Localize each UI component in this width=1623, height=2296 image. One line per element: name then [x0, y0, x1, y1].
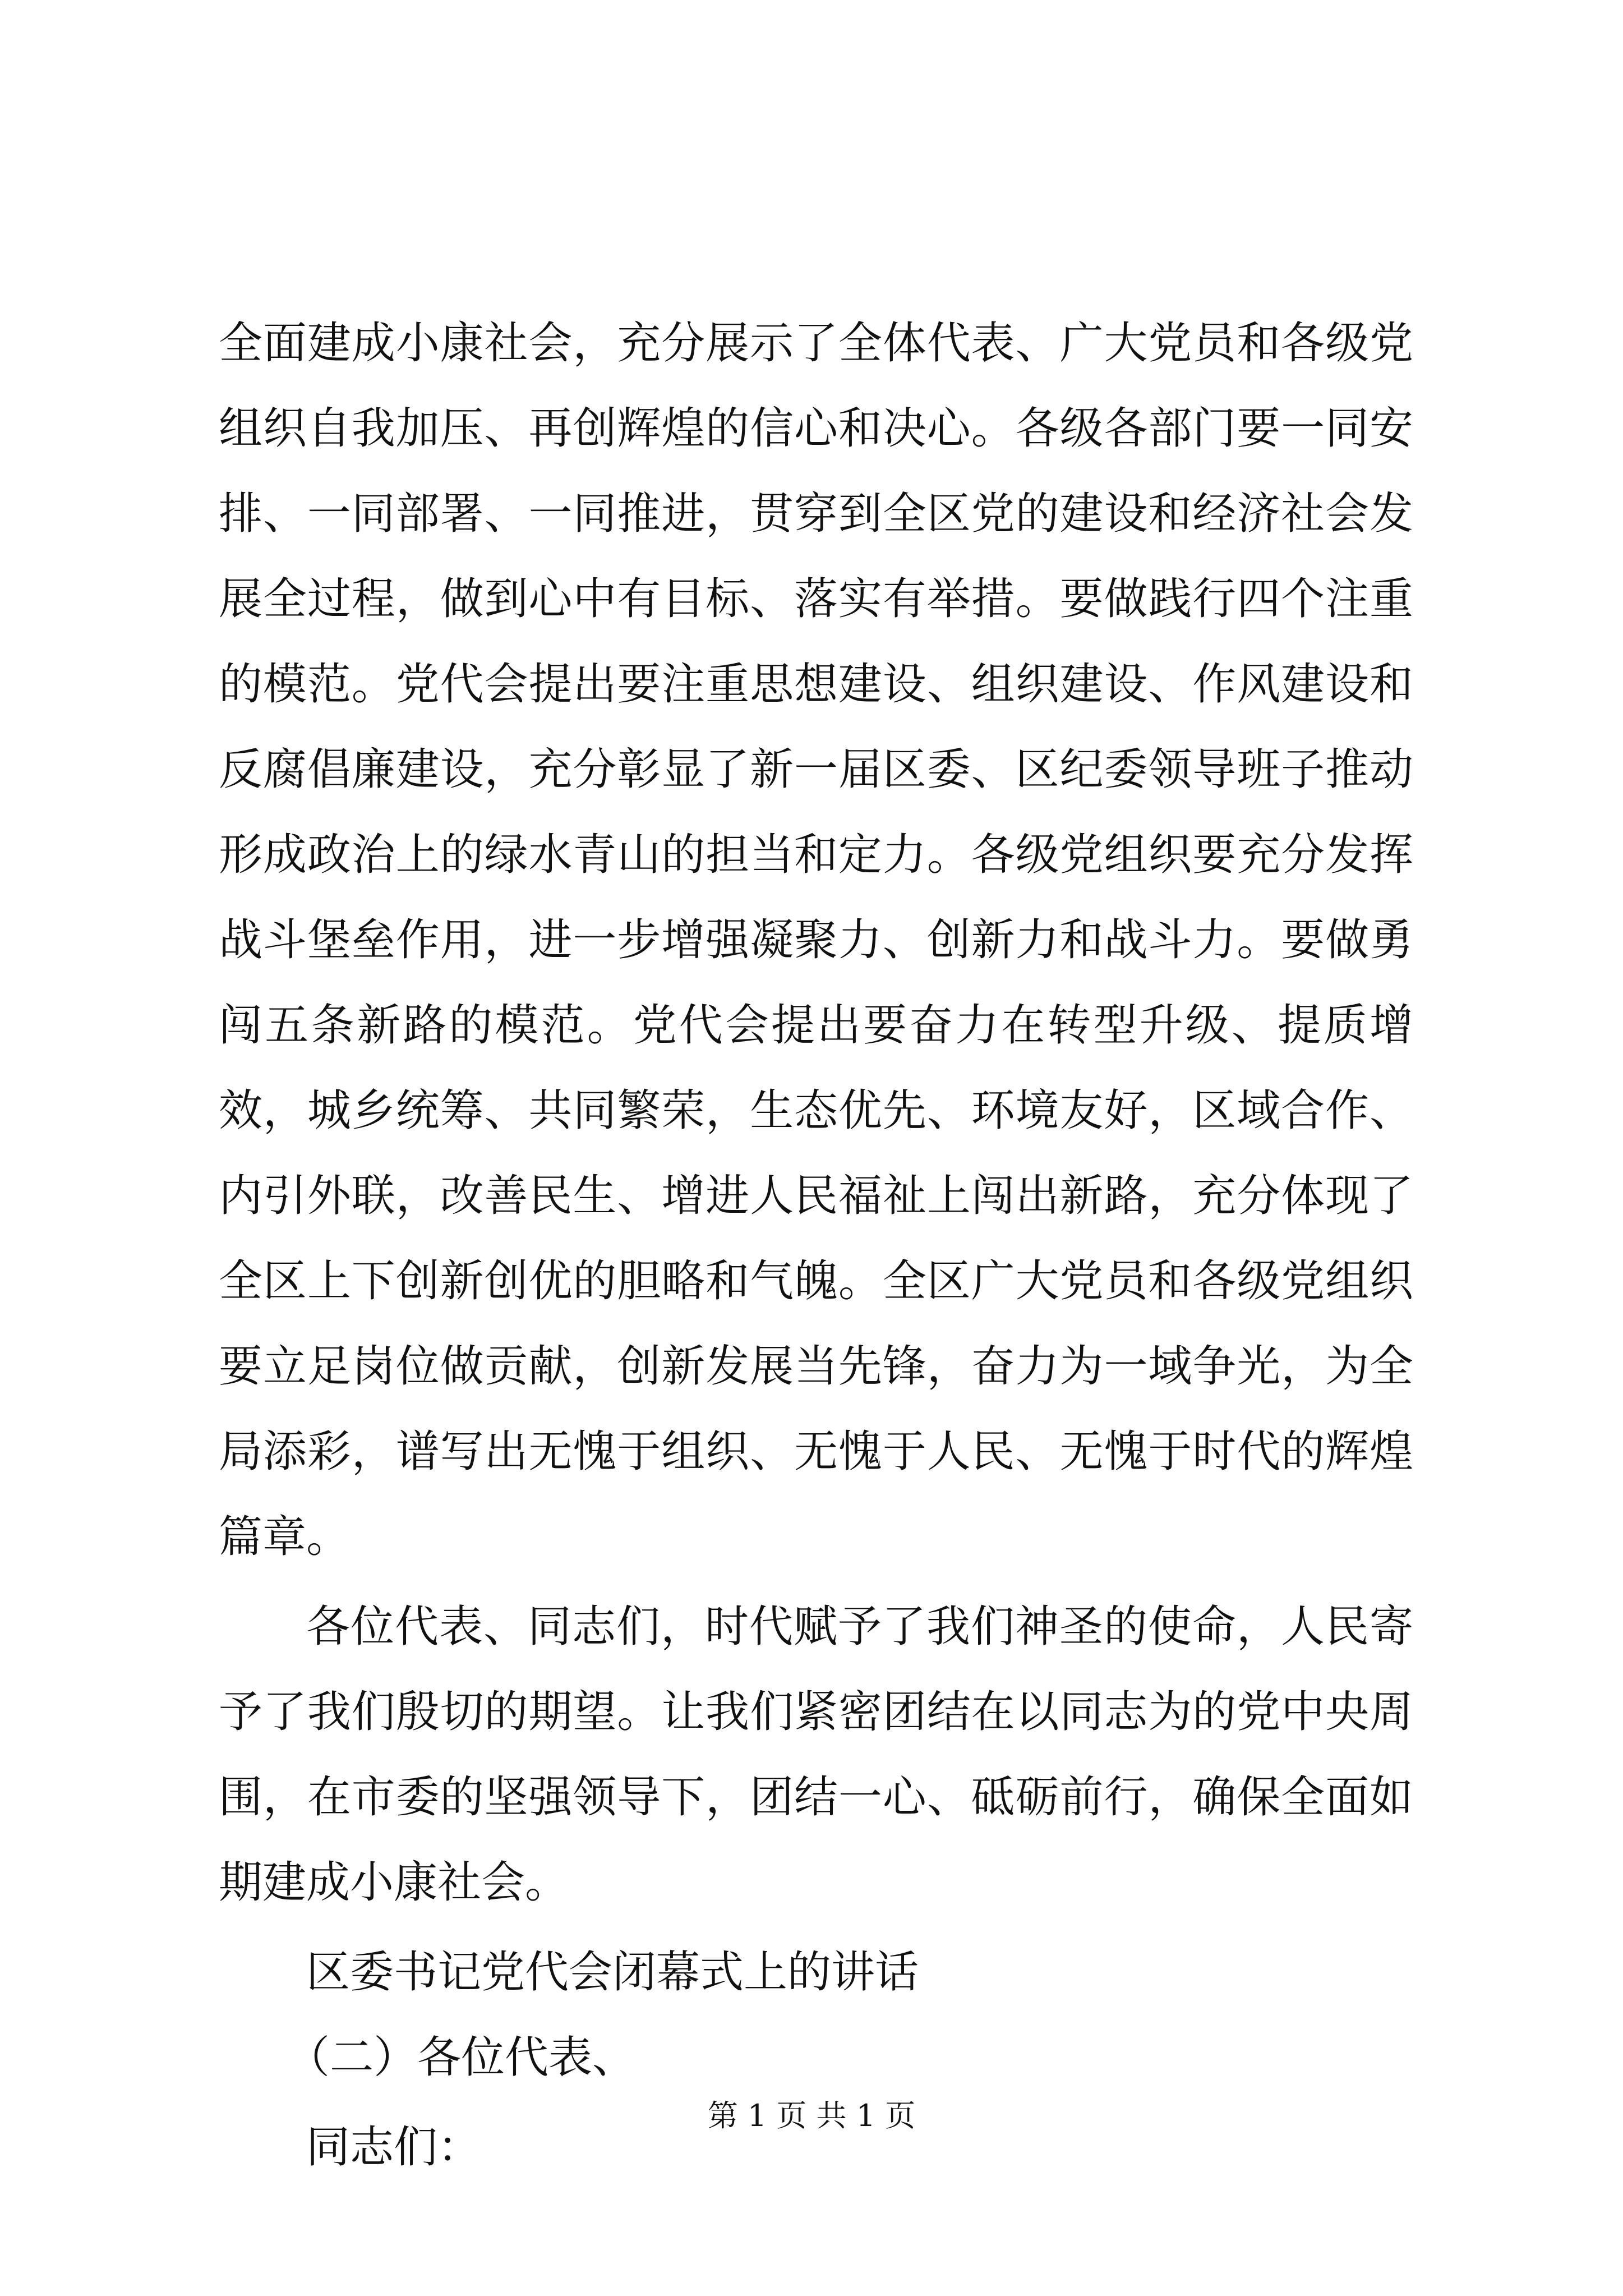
- page-footer: 第 1 页 共 1 页: [707, 2098, 916, 2133]
- paragraph-section-heading: （二）各位代表、: [286, 2032, 637, 2083]
- paragraph-closing-remarks: 各位代表、同志们，时代赋予了我们神圣的使命，人民寄予了我们殷切的期望。让我们紧密团结在以同志为的党中央周围，在市委的坚强领导下，团结一心、砥砺前行，确保全面如期建成小康社会。: [219, 1602, 1413, 1908]
- document-body: [219, 301, 1413, 2190]
- paragraph-continuation: 全面建成小康社会，充分展示了全体代表、广大党员和各级党组织自我加压、再创辉煌的信心和决心。各级各部门要一同安排、一同部署、一同推进，贯穿到全区党的建设和经济社会发展全过程，做到心中有目标、落实有举措。要做践行四个注重的模范。党代会提出要注重思想建设、组织建设、作风建设和反腐倡廉建设，充分彰显了新一届区委、区纪委领导班子推动形成政治上的绿水青山的担当和定力。各级党组织要充分发挥战斗堡垒作用，进一步增强凝聚力、创新力和战斗力。要做勇闯五条新路的模范。党代会提出要奋力在转型升级、提质增效，城乡统筹、共同繁荣，生态优先、环境友好，区域合作、内引外联，改善民生、增进人民福祉上闯出新路，充分体现了全区上下创新创优的胆略和气魄。全区广大党员和各级党组织要立足岗位做贡献，创新发展当先锋，奋力为一域争光，为全局添彩，谱写出无愧于组织、无愧于人民、无愧于时代的辉煌篇章。: [219, 318, 1413, 1562]
- paragraph-salutation: 同志们：: [306, 2122, 482, 2173]
- paragraph-speech-title: 区委书记党代会闭幕式上的讲话: [306, 1947, 919, 1998]
